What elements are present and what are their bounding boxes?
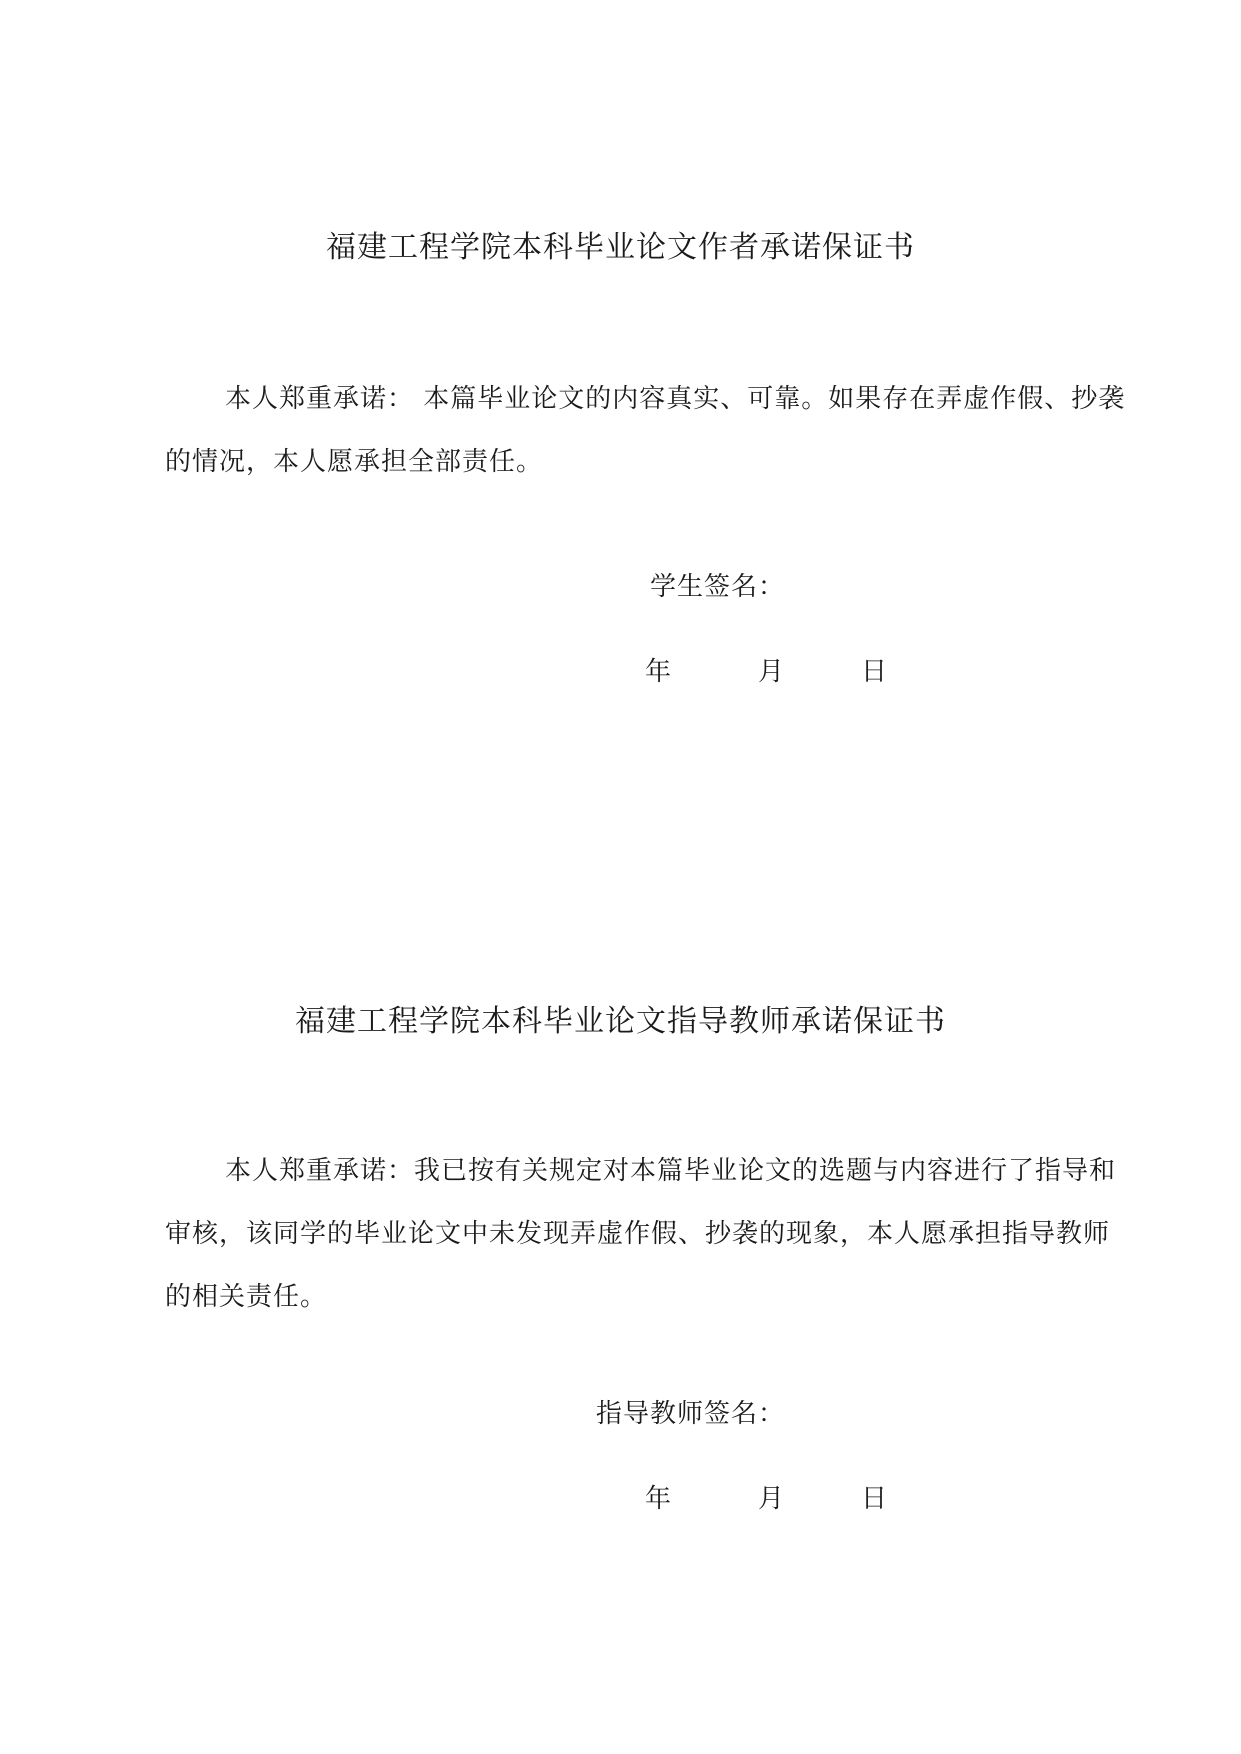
student-pledge-body: 本人郑重承诺： 本篇毕业论文的内容真实、可靠。如果存在弄虚作假、抄袭的情况，本人愿承担全部责任。 <box>165 384 1126 477</box>
student-date-day: 日 <box>861 657 888 687</box>
advisor-pledge-body: 本人郑重承诺：我已按有关规定对本篇毕业论文的选题与内容进行了指导和审核，该同学的毕业论文中未发现弄虚作假、抄袭的现象，本人愿承担指导教师的相关责任。 <box>165 1156 1117 1312</box>
advisor-date-month: 月 <box>758 1484 785 1514</box>
advisor-pledge-title: 福建工程学院本科毕业论文指导教师承诺保证书 <box>295 1004 946 1039</box>
advisor-date-day: 日 <box>861 1484 888 1514</box>
advisor-date-row <box>0 1482 1241 1516</box>
student-pledge-title: 福建工程学院本科毕业论文作者承诺保证书 <box>326 230 915 265</box>
student-date-row <box>0 655 1241 689</box>
student-date-month: 月 <box>758 657 785 687</box>
advisor-signature-label: 指导教师签名： <box>596 1399 786 1429</box>
advisor-date-year: 年 <box>645 1484 672 1514</box>
student-date-year: 年 <box>645 657 672 687</box>
student-signature-label: 学生签名： <box>650 572 786 602</box>
